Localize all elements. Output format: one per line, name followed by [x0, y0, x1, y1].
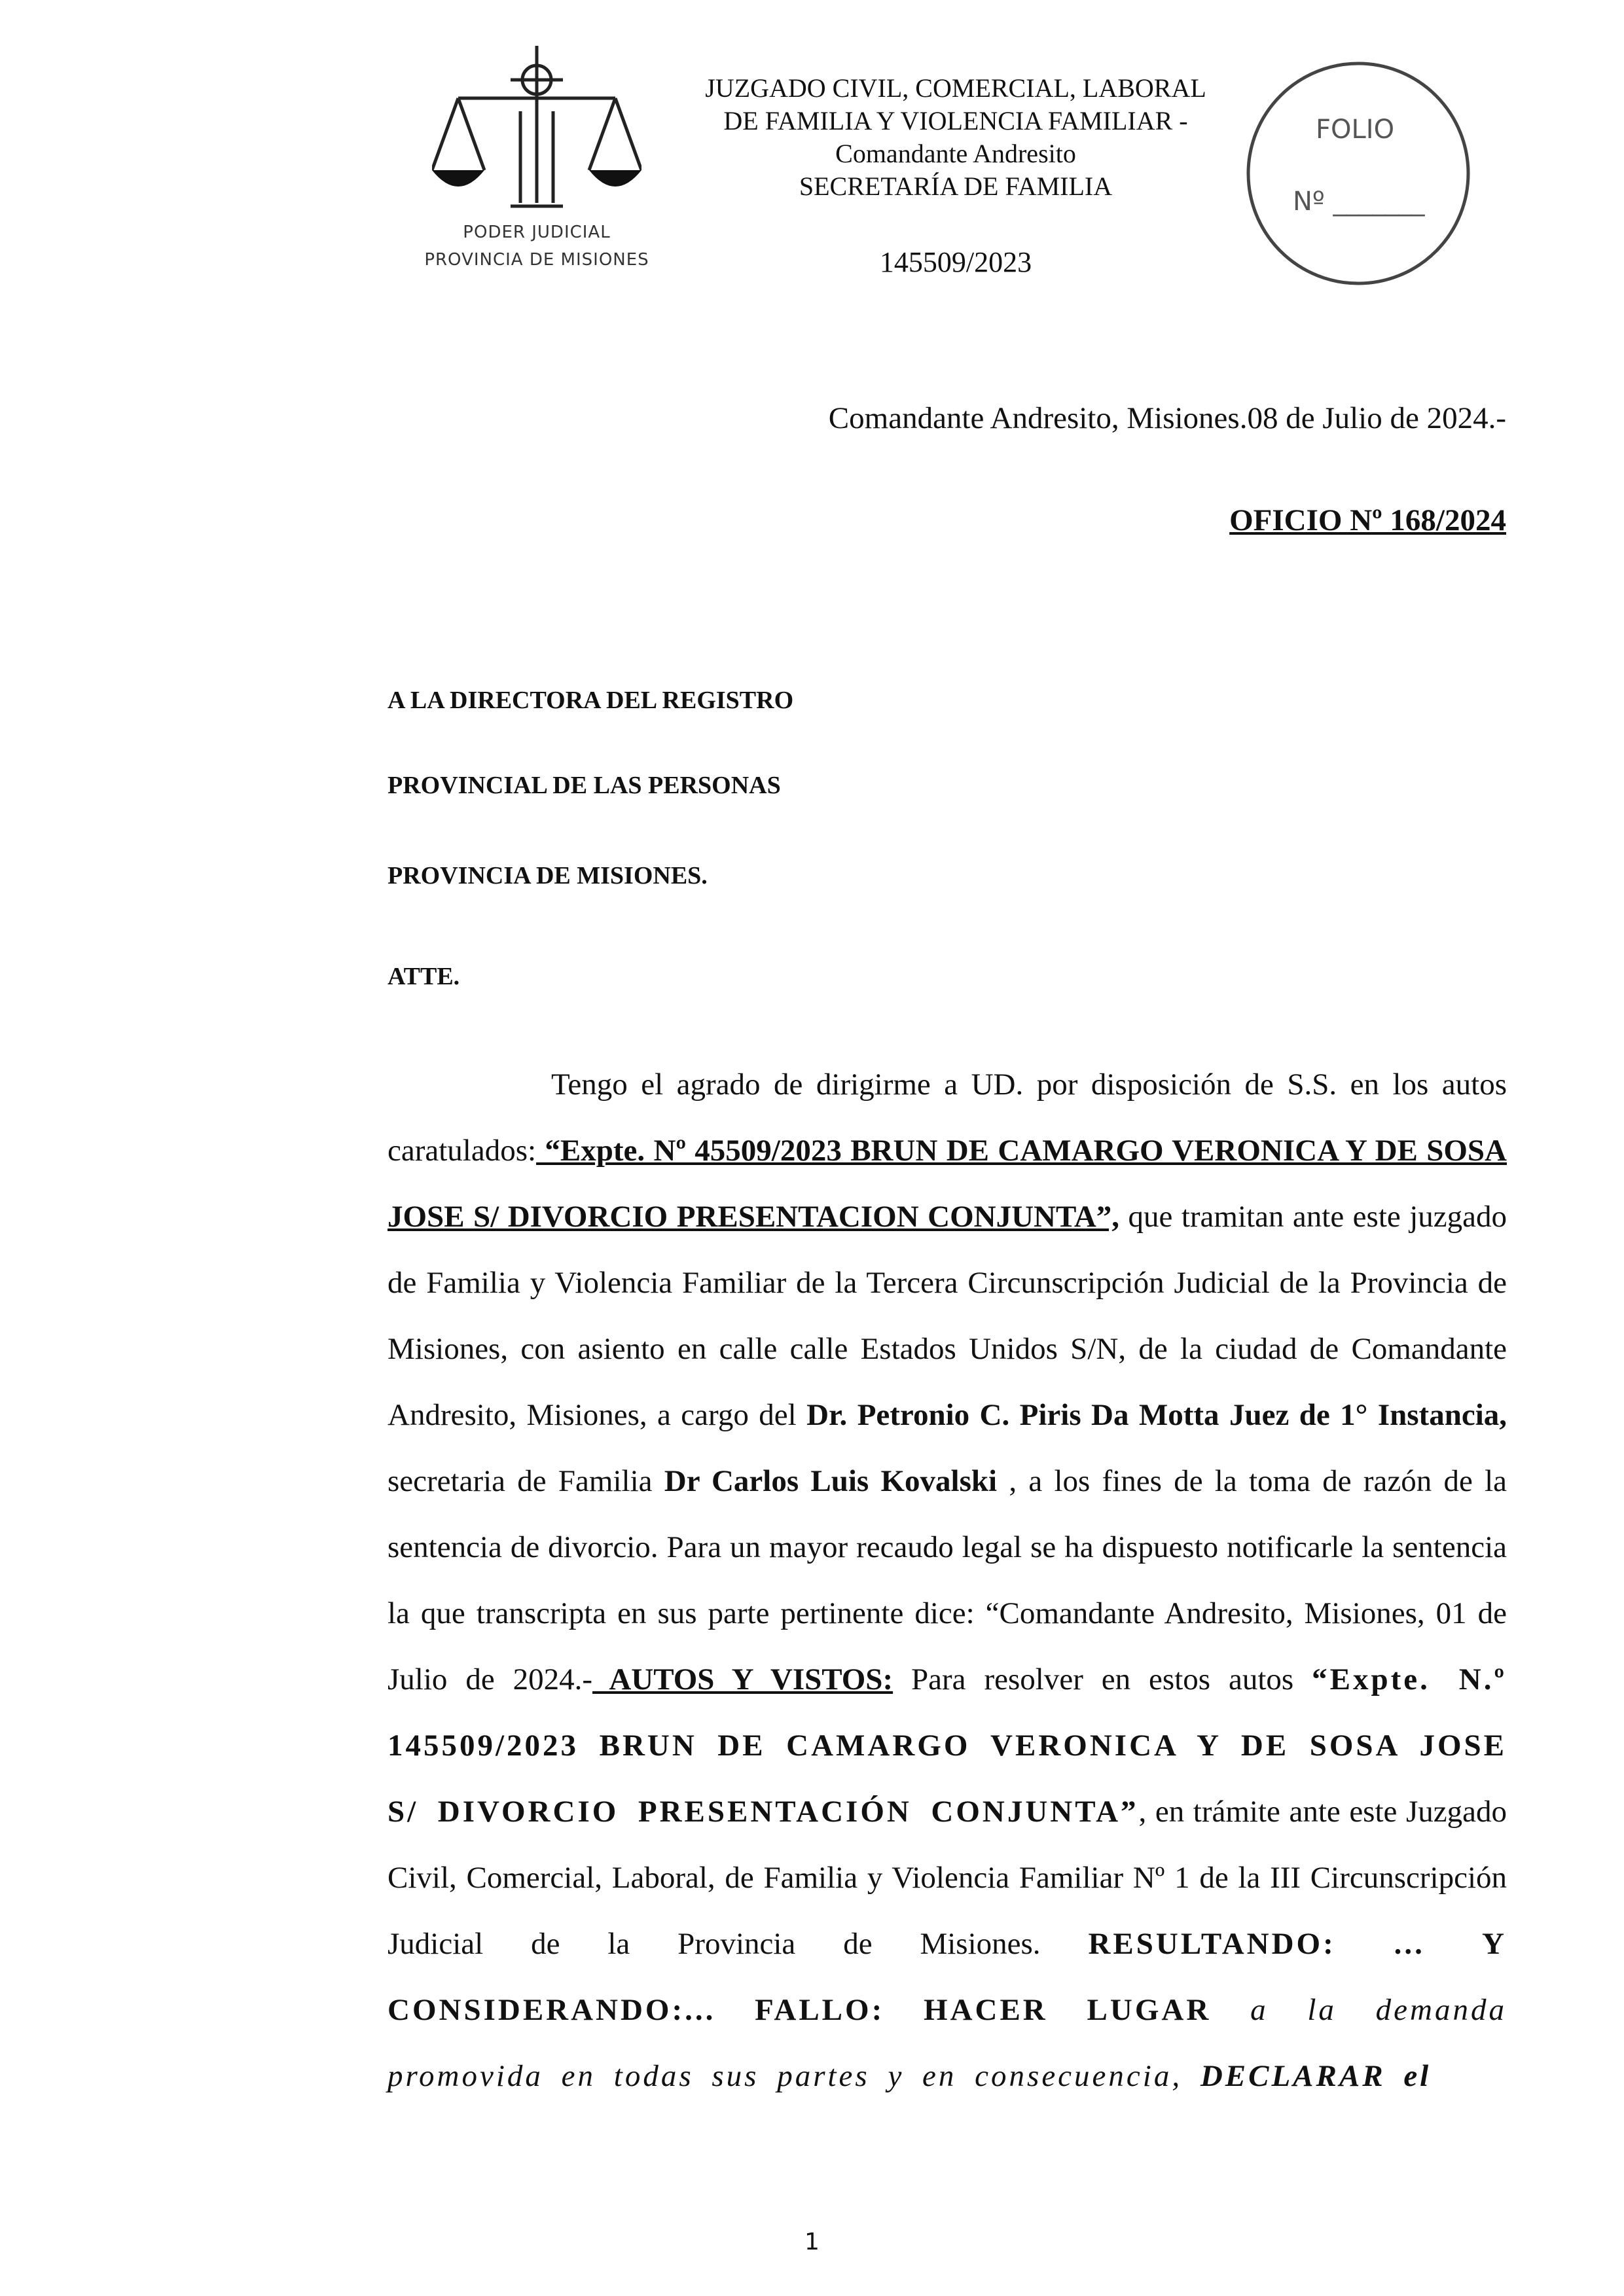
body-text: secretaria de Familia: [388, 1464, 664, 1498]
scales-of-justice-icon: [432, 39, 641, 236]
folio-number-label: Nº _______: [1293, 187, 1425, 217]
case-title-bold: “Expte. N.º 145509/2023 BRUN DE CAMARGO VERONICA Y DE SOSA JOSE S/ DIVORCIO PRESENTACIÓN CONJUNTA”: [388, 1662, 1507, 1829]
body-text: Tengo el agrado de dirigirme a UD. por disposición de S.S. en los autos caratulados:: [388, 1067, 1507, 1168]
page-number: 1: [804, 2229, 820, 2255]
case-number: 145509/2023: [879, 246, 1032, 278]
address-line: A LA DIRECTORA DEL REGISTRO: [388, 687, 794, 714]
stamp-circle-icon: [1244, 59, 1473, 288]
address-line: PROVINCIA DE MISIONES.: [388, 862, 708, 889]
body-text: , en trámite ante este Juzgado Civil, Comercial, Laboral, de Familia y Violencia Familiar Nº 1 de la III Circunscripción Judicial de la Provincia de Misiones.: [388, 1795, 1507, 1961]
secretary-name: Dr Carlos Luis Kovalski: [664, 1464, 998, 1498]
letter-body: [388, 1052, 1507, 2109]
court-line: Comandante Andresito: [835, 139, 1076, 168]
judge-name: Dr. Petronio C. Piris Da Motta Juez de 1° Instancia,: [806, 1398, 1507, 1432]
court-line: SECRETARÍA DE FAMILIA: [799, 171, 1113, 201]
court-line: DE FAMILIA Y VIOLENCIA FAMILIAR -: [723, 106, 1188, 135]
court-line: JUZGADO CIVIL, COMERCIAL, LABORAL: [705, 73, 1206, 103]
folio-stamp: [1244, 59, 1473, 288]
body-paragraph: [388, 1052, 1507, 2109]
address-line: ATTE.: [388, 963, 460, 990]
date-line: Comandante Andresito, Misiones.08 de Julio de 2024.-: [828, 401, 1506, 435]
logo-text-line1: PODER JUDICIAL: [463, 223, 611, 242]
autos-y-vistos: AUTOS Y VISTOS:: [592, 1662, 893, 1696]
address-line: PROVINCIAL DE LAS PERSONAS: [388, 772, 781, 799]
oficio-number: OFICIO Nº 168/2024: [1229, 503, 1506, 537]
case-title-underlined: “Expte. Nº 45509/2023 BRUN DE CAMARGO VERONICA Y DE SOSA JOSE S/ DIVORCIO PRESENTACION CONJUNTA”,: [388, 1134, 1507, 1234]
body-text: , a los fines de la toma de razón de la sentencia de divorcio. Para un mayor recaudo legal se ha dispuesto notificarle la sentencia la que transcripta en sus parte pertinente dice: “Comandante Andresito, Misiones, 01 de Julio de 2024.-: [388, 1464, 1507, 1696]
body-text: Para resolver en estos autos: [893, 1662, 1312, 1696]
court-heading: [641, 72, 1270, 203]
body-text-italic: a la demanda promovida en todas sus partes y en consecuencia,: [388, 1993, 1507, 2093]
folio-label: FOLIO: [1316, 115, 1395, 145]
declarar-text: DECLARAR el: [1200, 2059, 1432, 2093]
logo-text-line2: PROVINCIA DE MISIONES: [424, 250, 649, 270]
ruling-heading: RESULTANDO: ... Y CONSIDERANDO:... FALLO: HACER LUGAR: [388, 1927, 1507, 2027]
judicial-logo: [393, 39, 681, 295]
body-text: que tramitan ante este juzgado de Familia y Violencia Familiar de la Tercera Circunscripción Judicial de la Provincia de Misiones, con asiento en calle calle Estados Unidos S/N, de la ciudad de Comandante Andresito, Misiones, a cargo del: [388, 1200, 1507, 1432]
